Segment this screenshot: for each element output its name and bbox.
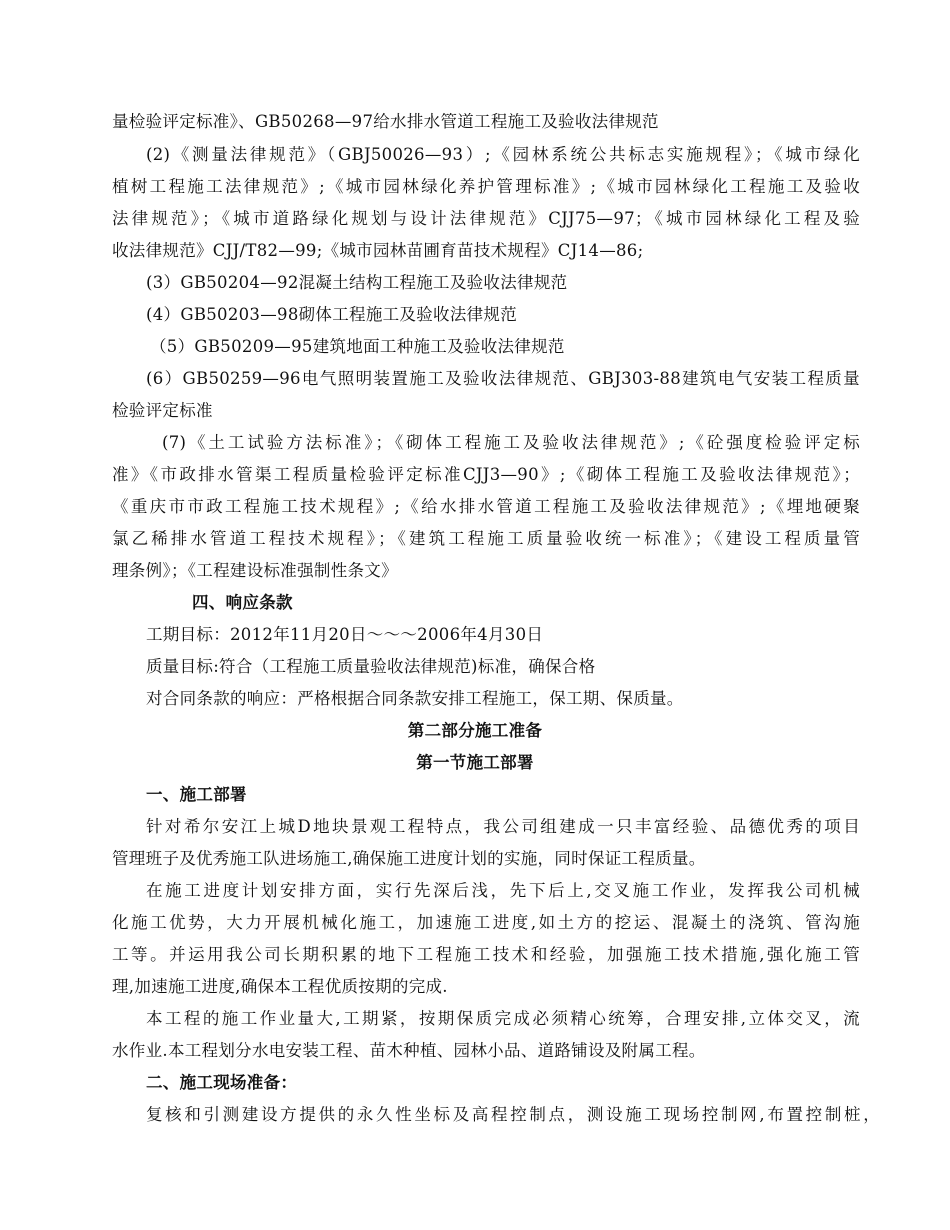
text-line: 理条例》；《工程建设标准强制性条文》: [112, 561, 398, 580]
section-heading: 二、施工现场准备：: [146, 1073, 298, 1092]
text-line: 质量目标:符合（工程施工质量验收法律规范)标准，确保合格: [146, 657, 596, 676]
text-line: 水作业.本工程划分水电安装工程、苗木种植、园林小品、道路铺设及附属工程。: [112, 1041, 706, 1060]
text-line: 法律规范》；《城市道路绿化规划与设计法律规范》CJJ75—97；《城市园林绿化工程及验: [112, 209, 860, 228]
section-heading: 四、响应条款: [192, 593, 293, 612]
text-line: 植树工程施工法律规范》;《城市园林绿化养护管理标准》;《城市园林绿化工程施工及验收: [112, 177, 860, 196]
text-line: 本工程的施工作业量大,工期紧，按期保质完成必须精心统筹，合理安排,立体交叉，流: [146, 1009, 860, 1028]
text-line: 检验评定标准: [112, 401, 213, 420]
text-line: 量检验评定标准》、GB50268—97给水排水管道工程施工及验收法律规范: [112, 112, 659, 131]
text-line: 化施工优势，大力开展机械化施工，加速施工进度,如土方的挖运、混凝土的浇筑、管沟施: [112, 913, 860, 932]
text-line: 准》《市政排水管渠工程质量检验评定标准CJJ3—90》;《砌体工程施工及验收法律规范》；: [112, 465, 860, 484]
text-line: （5）GB50209—95建筑地面工种施工及验收法律规范: [150, 337, 565, 356]
text-line: 收法律规范》CJJ/T82—99;《城市园林苗圃育苗技术规程》CJ14—86;: [112, 241, 644, 260]
text-line: 复核和引测建设方提供的永久性坐标及高程控制点，测设施工现场控制网,布置控制桩，: [146, 1105, 880, 1124]
text-line: 工期目标：2012年11月20日～～～2006年4月30日: [146, 625, 544, 644]
chapter-heading: 第一节施工部署: [416, 753, 534, 772]
text-line: 在施工进度计划安排方面，实行先深后浅，先下后上,交叉施工作业，发挥我公司机械: [146, 881, 860, 900]
text-line: (7)《土工试验方法标准》；《砌体工程施工及验收法律规范》;《砼强度检验评定标: [162, 433, 860, 452]
section-heading: 一、施工部署: [146, 785, 247, 804]
text-line: (2)《测量法律规范》（GBJ50026—93）;《园林系统公共标志实施规程》；《城市绿化: [146, 145, 860, 164]
text-line: (6）GB50259—96电气照明装置施工及验收法律规范、GBJ303-88建筑电气安装工程质量: [146, 369, 860, 388]
text-line: (3）GB50204—92混凝土结构工程施工及验收法律规范: [146, 273, 568, 292]
text-line: 工等。并运用我公司长期积累的地下工程施工技术和经验，加强施工技术措施,强化施工管: [112, 945, 860, 964]
text-line: 《重庆市市政工程施工技术规程》;《给水排水管道工程施工及验收法律规范》;《埋地硬聚: [112, 497, 860, 516]
part-heading: 第二部分施工准备: [407, 721, 543, 740]
text-line: 氯乙稀排水管道工程技术规程》；《建筑工程施工质量验收统一标准》；《建设工程质量管: [112, 529, 860, 548]
text-line: 管理班子及优秀施工队进场施工,确保施工进度计划的实施，同时保证工程质量。: [112, 849, 706, 868]
text-line: (4）GB50203—98砌体工程施工及验收法律规范: [146, 305, 518, 324]
text-line: 理,加速施工进度,确保本工程优质按期的完成.: [112, 977, 448, 996]
text-line: 对合同条款的响应：严格根据合同条款安排工程施工，保工期、保质量。: [146, 689, 684, 708]
text-line: 针对希尔安江上城D地块景观工程特点，我公司组建成一只丰富经验、品德优秀的项目: [146, 817, 860, 836]
